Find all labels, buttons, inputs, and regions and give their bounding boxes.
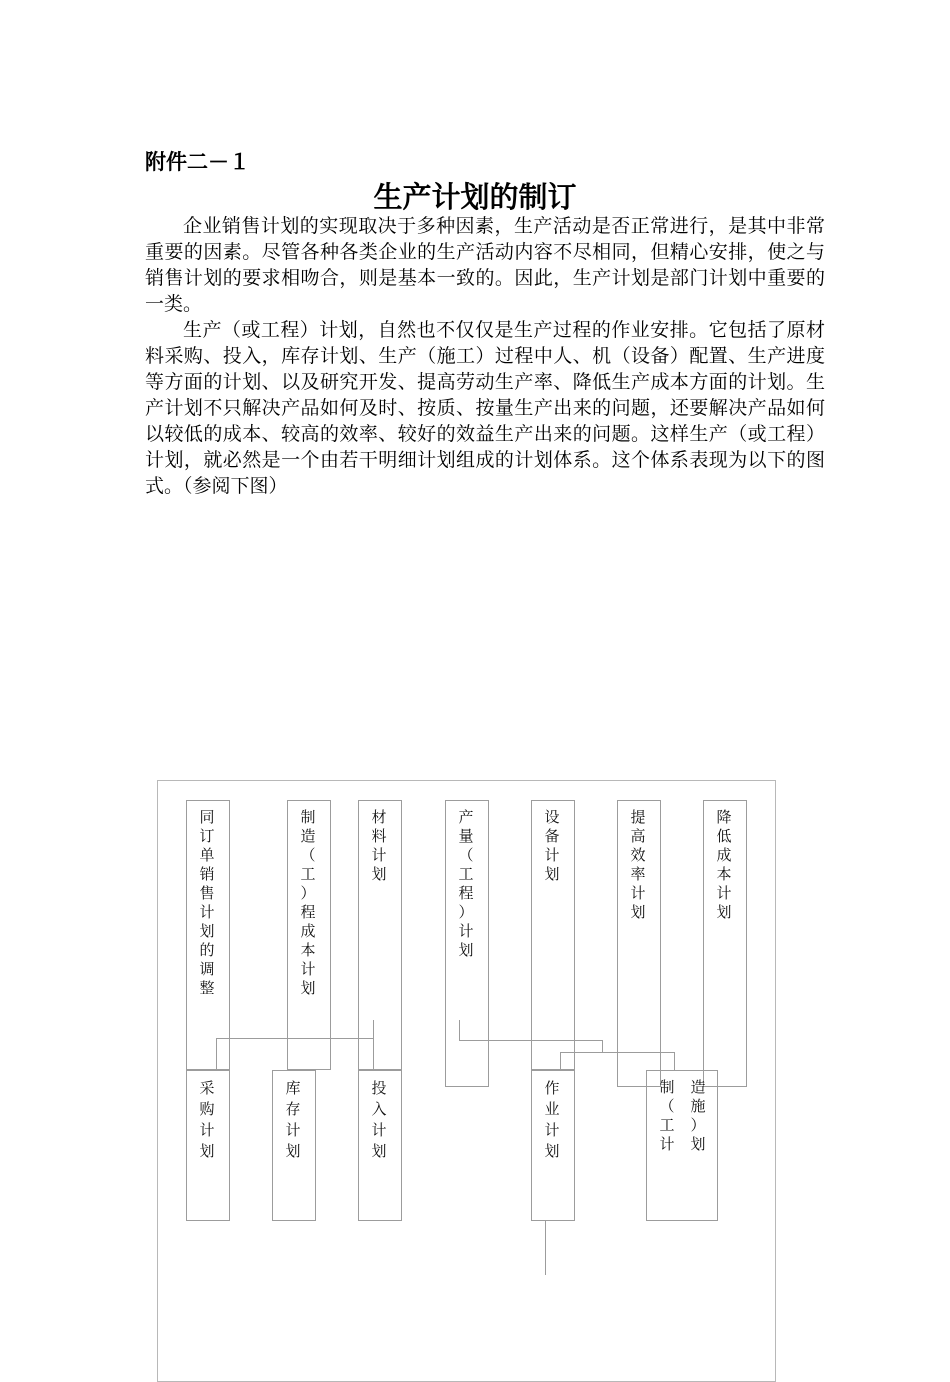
connector-line xyxy=(560,1052,561,1070)
vertical-char: 程 xyxy=(300,903,316,921)
label-input xyxy=(371,1078,387,1162)
vertical-char: 划 xyxy=(458,941,474,959)
label-operation xyxy=(544,1078,560,1162)
vertical-char: 程 xyxy=(458,884,474,902)
vertical-char: 计 xyxy=(716,884,732,902)
vertical-char: 计 xyxy=(285,1121,301,1139)
vertical-char: 成 xyxy=(300,922,316,940)
vertical-char: 工 xyxy=(458,865,474,883)
vertical-char: 划 xyxy=(285,1142,301,1160)
vertical-char: ） xyxy=(690,1116,706,1134)
label-efficiency xyxy=(630,808,646,922)
vertical-char: 划 xyxy=(199,922,215,940)
paragraph-1: 企业销售计划的实现取决于多种因素，生产活动是否正常进行，是其中非常重要的因素。尽管各种各类企业的生产活动内容不尽相同，但精心安排，使之与销售计划的要求相吻合，则是基本一致的。因此，生产计划是部门计划中重要的一类。 xyxy=(145,215,825,315)
vertical-char: ） xyxy=(458,903,474,921)
vertical-char: 造 xyxy=(690,1078,706,1096)
vertical-char: 降 xyxy=(716,808,732,826)
vertical-char: 量 xyxy=(458,827,474,845)
vertical-char: 成 xyxy=(716,846,732,864)
vertical-char: （ xyxy=(458,846,474,864)
vertical-char: 划 xyxy=(300,979,316,997)
connector-line xyxy=(373,1020,374,1070)
paragraph-2: 生产（或工程）计划，自然也不仅仅是生产过程的作业安排。它包括了原材料采购、投入，库存计划、生产（施工）过程中人、机（设备）配置、生产进度等方面的计划、以及研究开发、提高劳动生产率、降低生产成本方面的计划。生产计划不只解决产品如何及时、按质、按量生产出来的问题，还要解决产品如何以较低的成本、较高的效率、较好的效益生产出来的问题。这样生产（或工程）计划，就必然是一个由若干明细计划组成的计划体系。这个体系表现为以下的图式。（参阅下图） xyxy=(145,319,825,497)
document-title: 生产计划的制订 xyxy=(373,180,577,214)
vertical-char: 划 xyxy=(544,865,560,883)
vertical-char: 率 xyxy=(630,865,646,883)
vertical-char: 购 xyxy=(199,1100,215,1118)
label-manufacturing-cost xyxy=(300,808,316,998)
vertical-char: 制 xyxy=(659,1078,675,1096)
vertical-char: 同 xyxy=(199,808,215,826)
vertical-char: 材 xyxy=(371,808,387,826)
connector-line xyxy=(459,1020,460,1040)
vertical-char: 划 xyxy=(690,1135,706,1153)
label-inventory xyxy=(285,1078,301,1162)
vertical-char: 工 xyxy=(300,865,316,883)
vertical-char: 库 xyxy=(285,1079,301,1097)
vertical-char: 售 xyxy=(199,884,215,902)
vertical-char: 提 xyxy=(630,808,646,826)
vertical-char: 业 xyxy=(544,1100,560,1118)
vertical-char: 采 xyxy=(199,1079,215,1097)
vertical-char: ） xyxy=(300,884,316,902)
vertical-char: 计 xyxy=(544,846,560,864)
vertical-char: 产 xyxy=(458,808,474,826)
vertical-char: 划 xyxy=(544,1142,560,1160)
vertical-char: 计 xyxy=(371,846,387,864)
vertical-char: 本 xyxy=(716,865,732,883)
vertical-char: 划 xyxy=(716,903,732,921)
label-equipment xyxy=(544,808,560,884)
vertical-char: 计 xyxy=(630,884,646,902)
document-body xyxy=(145,213,825,499)
vertical-char: 存 xyxy=(285,1100,301,1118)
label-output xyxy=(458,808,474,960)
vertical-char: 低 xyxy=(716,827,732,845)
vertical-char: 划 xyxy=(371,1142,387,1160)
connector-line xyxy=(216,1038,374,1039)
vertical-char: 本 xyxy=(300,941,316,959)
vertical-char: 划 xyxy=(630,903,646,921)
vertical-char: 效 xyxy=(630,846,646,864)
vertical-char: 划 xyxy=(371,865,387,883)
vertical-char: 料 xyxy=(371,827,387,845)
connector-line xyxy=(459,1040,602,1041)
vertical-char: 计 xyxy=(458,922,474,940)
vertical-char: 施 xyxy=(690,1097,706,1115)
vertical-char: 设 xyxy=(544,808,560,826)
vertical-char: 造 xyxy=(300,827,316,845)
label-material xyxy=(371,808,387,884)
vertical-char: （ xyxy=(659,1097,675,1115)
vertical-char: 销 xyxy=(199,865,215,883)
vertical-char: 入 xyxy=(371,1100,387,1118)
connector-line xyxy=(674,1052,675,1070)
connector-line xyxy=(545,1221,546,1275)
vertical-char: 计 xyxy=(300,960,316,978)
label-order-sales-adjust xyxy=(199,808,215,998)
vertical-char: 备 xyxy=(544,827,560,845)
vertical-char: 作 xyxy=(544,1079,560,1097)
vertical-char: 整 xyxy=(199,979,215,997)
connector-line xyxy=(216,1038,217,1070)
vertical-char: 计 xyxy=(371,1121,387,1139)
connector-line xyxy=(287,1038,288,1070)
label-manufacturing-col2 xyxy=(690,1078,706,1154)
vertical-char: 计 xyxy=(544,1121,560,1139)
label-purchase xyxy=(199,1078,215,1162)
vertical-char: 计 xyxy=(659,1135,675,1153)
vertical-char: 计 xyxy=(199,1121,215,1139)
vertical-char: 工 xyxy=(659,1116,675,1134)
vertical-char: 订 xyxy=(199,827,215,845)
vertical-char: 高 xyxy=(630,827,646,845)
vertical-char: 的 xyxy=(199,941,215,959)
box-manufacturing xyxy=(646,1070,718,1221)
label-cost-reduction xyxy=(716,808,732,922)
connector-line xyxy=(602,1040,603,1052)
connector-line xyxy=(560,1052,674,1053)
vertical-char: 投 xyxy=(371,1079,387,1097)
vertical-char: 单 xyxy=(199,846,215,864)
vertical-char: （ xyxy=(300,846,316,864)
label-manufacturing-col1 xyxy=(659,1078,675,1154)
vertical-char: 调 xyxy=(199,960,215,978)
attachment-label: 附件二－１ xyxy=(145,150,250,174)
vertical-char: 制 xyxy=(300,808,316,826)
vertical-char: 划 xyxy=(199,1142,215,1160)
vertical-char: 计 xyxy=(199,903,215,921)
